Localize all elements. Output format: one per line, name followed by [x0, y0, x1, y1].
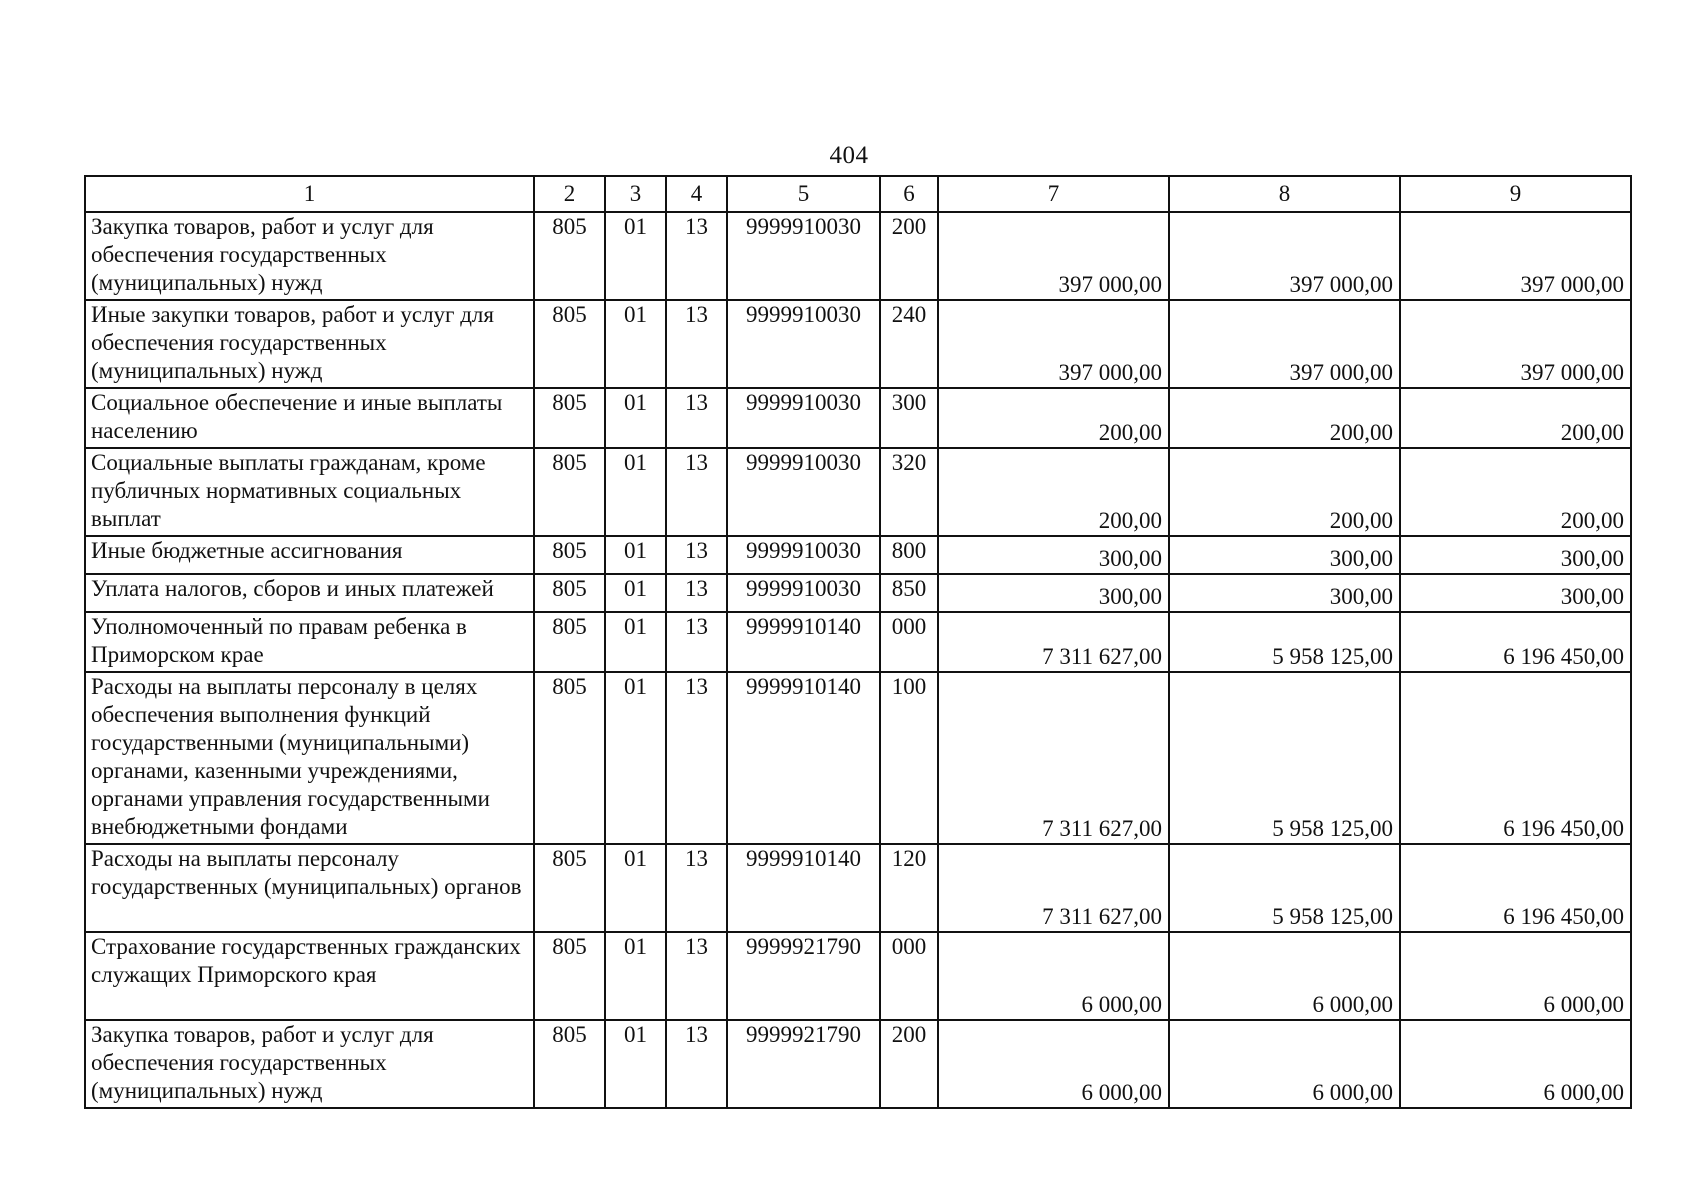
expense-name: Страхование государственных гражданских служащих Приморского края: [85, 932, 534, 1020]
ministry-code: 805: [534, 574, 605, 612]
ministry-code: 805: [534, 300, 605, 388]
ministry-code: 805: [534, 612, 605, 672]
page-number: 404: [829, 142, 869, 169]
section-code: 01: [605, 536, 666, 574]
expense-type-code: 300: [880, 388, 938, 448]
header-cell: 2: [534, 176, 605, 212]
expense-name: Уполномоченный по правам ребенка в Приморском крае: [85, 612, 534, 672]
expense-name: Расходы на выплаты персоналу государственных (муниципальных) органов: [85, 844, 534, 932]
target-article-code: 9999910140: [727, 844, 880, 932]
amount-col-8: 5 958 125,00: [1169, 612, 1400, 672]
target-article-code: 9999910140: [727, 612, 880, 672]
ministry-code: 805: [534, 388, 605, 448]
ministry-code: 805: [534, 212, 605, 300]
target-article-code: 9999910030: [727, 212, 880, 300]
header-cell: 9: [1400, 176, 1631, 212]
subsection-code: 13: [666, 672, 727, 844]
header-cell: 6: [880, 176, 938, 212]
amount-col-9: 6 196 450,00: [1400, 612, 1631, 672]
ministry-code: 805: [534, 672, 605, 844]
ministry-code: 805: [534, 448, 605, 536]
target-article-code: 9999910030: [727, 300, 880, 388]
subsection-code: 13: [666, 574, 727, 612]
budget-table: [84, 175, 1632, 1109]
expense-type-code: 000: [880, 612, 938, 672]
target-article-code: 9999910140: [727, 672, 880, 844]
expense-type-code: 800: [880, 536, 938, 574]
amount-col-9: 397 000,00: [1400, 212, 1631, 300]
header-cell: 5: [727, 176, 880, 212]
amount-col-7: 7 311 627,00: [938, 672, 1169, 844]
amount-col-8: 5 958 125,00: [1169, 672, 1400, 844]
amount-col-7: 397 000,00: [938, 300, 1169, 388]
amount-col-7: 6 000,00: [938, 1020, 1169, 1108]
target-article-code: 9999921790: [727, 1020, 880, 1108]
subsection-code: 13: [666, 932, 727, 1020]
section-code: 01: [605, 212, 666, 300]
amount-col-7: 200,00: [938, 448, 1169, 536]
target-article-code: 9999910030: [727, 574, 880, 612]
expense-type-code: 120: [880, 844, 938, 932]
ministry-code: 805: [534, 932, 605, 1020]
expense-type-code: 320: [880, 448, 938, 536]
subsection-code: 13: [666, 1020, 727, 1108]
amount-col-8: 300,00: [1169, 536, 1400, 574]
amount-col-7: 300,00: [938, 574, 1169, 612]
amount-col-9: 200,00: [1400, 448, 1631, 536]
header-cell: 4: [666, 176, 727, 212]
table-row: [85, 932, 1631, 1020]
subsection-code: 13: [666, 448, 727, 536]
header-cell: 3: [605, 176, 666, 212]
amount-col-8: 6 000,00: [1169, 1020, 1400, 1108]
target-article-code: 9999910030: [727, 536, 880, 574]
expense-name: Иные бюджетные ассигнования: [85, 536, 534, 574]
table-row: [85, 672, 1631, 844]
amount-col-8: 200,00: [1169, 448, 1400, 536]
amount-col-9: 6 000,00: [1400, 932, 1631, 1020]
section-code: 01: [605, 932, 666, 1020]
table-row: [85, 612, 1631, 672]
table-row: [85, 536, 1631, 574]
ministry-code: 805: [534, 1020, 605, 1108]
expense-type-code: 240: [880, 300, 938, 388]
section-code: 01: [605, 672, 666, 844]
amount-col-9: 6 196 450,00: [1400, 672, 1631, 844]
subsection-code: 13: [666, 388, 727, 448]
subsection-code: 13: [666, 844, 727, 932]
expense-name: Социальное обеспечение и иные выплаты населению: [85, 388, 534, 448]
subsection-code: 13: [666, 612, 727, 672]
header-row: [85, 176, 1631, 212]
subsection-code: 13: [666, 212, 727, 300]
target-article-code: 9999910030: [727, 388, 880, 448]
amount-col-9: 300,00: [1400, 574, 1631, 612]
amount-col-9: 200,00: [1400, 388, 1631, 448]
table-row: [85, 1020, 1631, 1108]
amount-col-8: 6 000,00: [1169, 932, 1400, 1020]
section-code: 01: [605, 448, 666, 536]
header-cell: 1: [85, 176, 534, 212]
expense-type-code: 200: [880, 212, 938, 300]
header-cell: 7: [938, 176, 1169, 212]
target-article-code: 9999921790: [727, 932, 880, 1020]
table-row: [85, 448, 1631, 536]
expense-type-code: 100: [880, 672, 938, 844]
table-row: [85, 300, 1631, 388]
amount-col-8: 5 958 125,00: [1169, 844, 1400, 932]
amount-col-7: 397 000,00: [938, 212, 1169, 300]
amount-col-8: 300,00: [1169, 574, 1400, 612]
expense-name: Закупка товаров, работ и услуг для обеспечения государственных (муниципальных) нужд: [85, 1020, 534, 1108]
amount-col-7: 6 000,00: [938, 932, 1169, 1020]
expense-name: Расходы на выплаты персоналу в целях обеспечения выполнения функций государственными (муниципальными) органами, казенными учреждениями, органами управления государственными внебюджетными фондами: [85, 672, 534, 844]
table-row: [85, 212, 1631, 300]
ministry-code: 805: [534, 536, 605, 574]
subsection-code: 13: [666, 536, 727, 574]
expense-name: Социальные выплаты гражданам, кроме публичных нормативных социальных выплат: [85, 448, 534, 536]
expense-type-code: 200: [880, 1020, 938, 1108]
amount-col-9: 6 196 450,00: [1400, 844, 1631, 932]
section-code: 01: [605, 574, 666, 612]
expense-name: Иные закупки товаров, работ и услуг для обеспечения государственных (муниципальных) нужд: [85, 300, 534, 388]
amount-col-7: 300,00: [938, 536, 1169, 574]
expense-type-code: 850: [880, 574, 938, 612]
amount-col-7: 7 311 627,00: [938, 612, 1169, 672]
subsection-code: 13: [666, 300, 727, 388]
expense-name: Закупка товаров, работ и услуг для обеспечения государственных (муниципальных) нужд: [85, 212, 534, 300]
expense-type-code: 000: [880, 932, 938, 1020]
expense-name: Уплата налогов, сборов и иных платежей: [85, 574, 534, 612]
amount-col-8: 397 000,00: [1169, 300, 1400, 388]
amount-col-9: 6 000,00: [1400, 1020, 1631, 1108]
header-cell: 8: [1169, 176, 1400, 212]
ministry-code: 805: [534, 844, 605, 932]
amount-col-9: 397 000,00: [1400, 300, 1631, 388]
table-row: [85, 844, 1631, 932]
target-article-code: 9999910030: [727, 448, 880, 536]
section-code: 01: [605, 388, 666, 448]
section-code: 01: [605, 612, 666, 672]
section-code: 01: [605, 300, 666, 388]
section-code: 01: [605, 1020, 666, 1108]
table-row: [85, 574, 1631, 612]
section-code: 01: [605, 844, 666, 932]
amount-col-7: 7 311 627,00: [938, 844, 1169, 932]
amount-col-8: 200,00: [1169, 388, 1400, 448]
amount-col-8: 397 000,00: [1169, 212, 1400, 300]
amount-col-7: 200,00: [938, 388, 1169, 448]
amount-col-9: 300,00: [1400, 536, 1631, 574]
table-row: [85, 388, 1631, 448]
